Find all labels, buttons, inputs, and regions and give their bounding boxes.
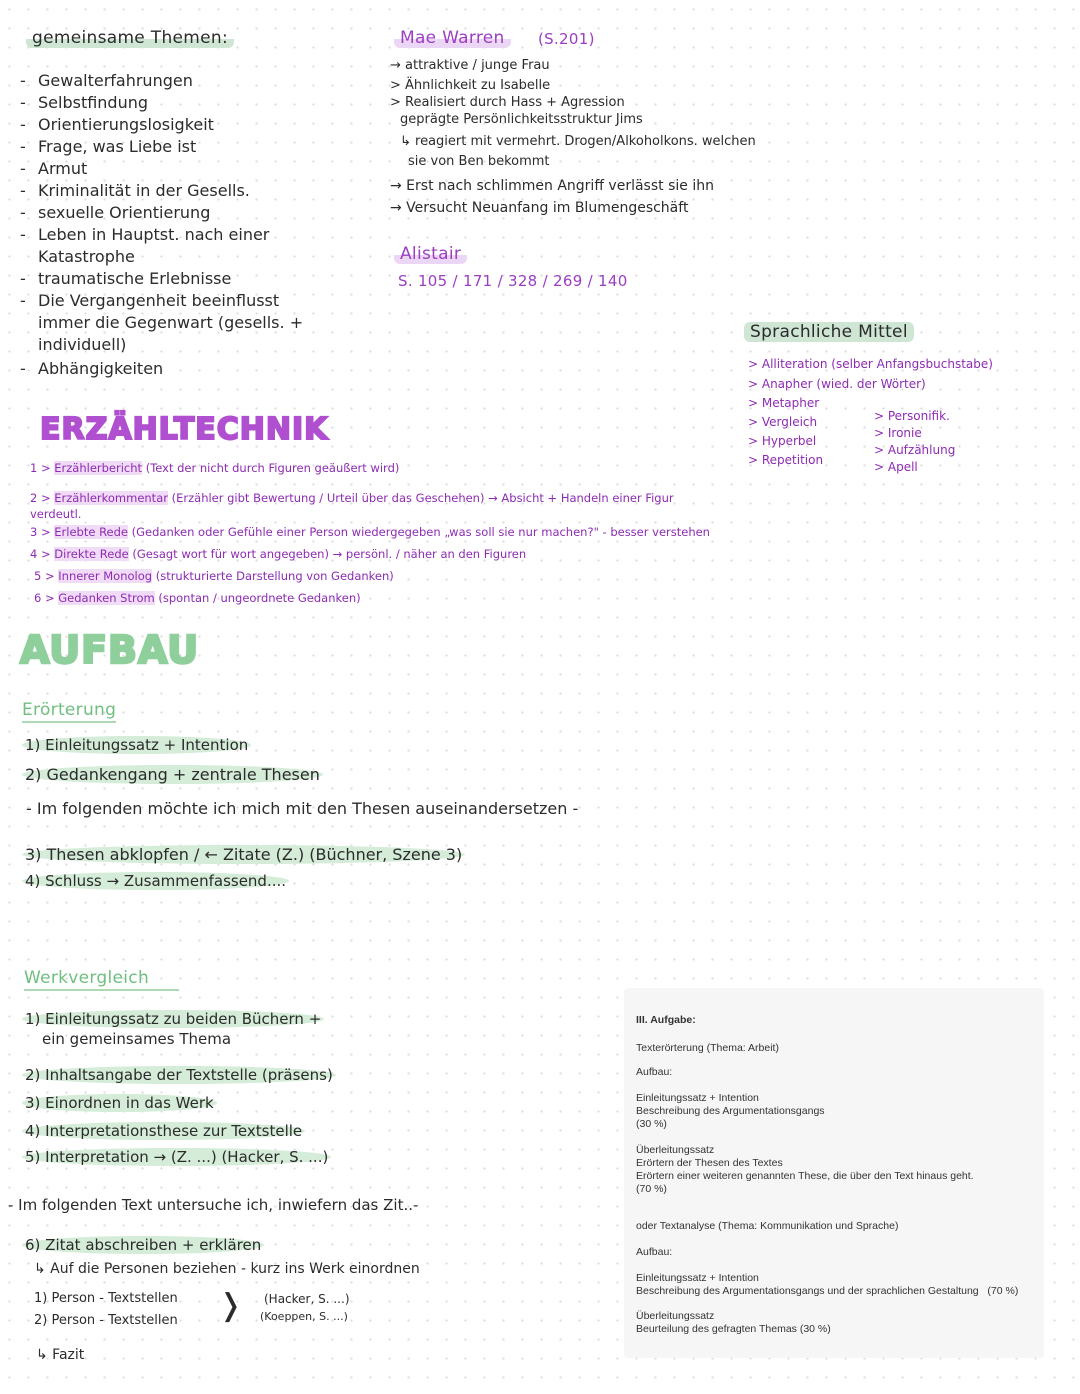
werkvergleich-step: 6) Zitat abschreiben + erklären bbox=[22, 1234, 264, 1256]
werkvergleich-source: (Koeppen, S. ...) bbox=[260, 1310, 348, 1323]
werkvergleich-step: 2) Inhaltsangabe der Textstelle (präsens) bbox=[22, 1064, 336, 1086]
werkvergleich-step: 4) Interpretationsthese zur Textstelle bbox=[22, 1120, 305, 1142]
mae-warren-line: > Ähnlichkeit zu Isabelle bbox=[390, 78, 551, 93]
technique-term: Erlebte Rede bbox=[54, 525, 128, 539]
mae-warren-line: → Versucht Neuanfang im Blumengeschäft bbox=[390, 200, 689, 216]
topic-item: - Selbstfindung bbox=[18, 92, 328, 114]
narrative-technique-item: 4 > Direkte Rede (Gesagt wort für wort angegeben) → persönl. / näher an den Figuren bbox=[30, 547, 527, 561]
stylistic-device: > Vergleich bbox=[748, 415, 818, 429]
stylistic-device: > Ironie bbox=[874, 426, 922, 440]
assignment-line: Beurteilung des gefragten Themas (30 %) bbox=[636, 1323, 831, 1335]
mae-warren-line: geprägte Persönlichkeitsstruktur Jims bbox=[400, 112, 643, 127]
narrative-technique-item: 2 > Erzählerkommentar (Erzähler gibt Bewertung / Urteil über das Geschehen) → Absicht + Handeln einer Figur verdeutl. bbox=[30, 491, 674, 521]
technique-desc: (Text der nicht durch Figuren geäußert wird) bbox=[145, 461, 400, 475]
assignment-line: Überleitungssatz bbox=[636, 1144, 715, 1156]
aufbau-title: AUFBAU bbox=[20, 628, 200, 672]
stylistic-device: > Anapher (wied. der Wörter) bbox=[748, 377, 926, 391]
common-topics-title: gemeinsame Themen: bbox=[26, 28, 234, 48]
assignment-heading: III. Aufgabe: bbox=[636, 1014, 696, 1026]
technique-term: Erzählerkommentar bbox=[54, 491, 168, 505]
technique-term: Direkte Rede bbox=[54, 547, 129, 561]
eroerterung-step: 4) Schluss → Zusammenfassend.... bbox=[22, 870, 289, 892]
narrative-technique-item: 6 > Gedanken Strom (spontan / ungeordnete Gedanken) bbox=[34, 591, 361, 605]
technique-desc: (Gesagt wort für wort angegeben) → persönl. / näher an den Figuren bbox=[132, 547, 527, 561]
assignment-option: oder Textanalyse (Thema: Kommunikation und Sprache) bbox=[636, 1220, 899, 1232]
assignment-line: Überleitungssatz bbox=[636, 1310, 715, 1322]
narrative-technique-item: 1 > Erzählerbericht (Text der nicht durch Figuren geäußert wird) bbox=[30, 461, 400, 475]
alistair-title: Alistair bbox=[394, 244, 467, 264]
mae-warren-page: (S.201) bbox=[538, 30, 595, 48]
assignment-aufbau-label: Aufbau: bbox=[636, 1066, 673, 1078]
technique-term: Gedanken Strom bbox=[58, 591, 155, 605]
stylistic-device: > Personifik. bbox=[874, 409, 950, 423]
topic-item: - Die Vergangenheit beeinflusst immer die Gegenwart (gesells. + individuell) bbox=[18, 290, 328, 356]
werkvergleich-fazit: ↳ Fazit bbox=[36, 1347, 85, 1363]
stylistic-device: > Hyperbel bbox=[748, 434, 817, 448]
assignment-line: (30 %) bbox=[636, 1118, 667, 1130]
technique-desc: (spontan / ungeordnete Gedanken) bbox=[158, 591, 361, 605]
mae-warren-line: → attraktive / junge Frau bbox=[390, 58, 550, 73]
narrative-technique-item: 5 > Innerer Monolog (strukturierte Darstellung von Gedanken) bbox=[34, 569, 394, 583]
stylistic-device: > Aufzählung bbox=[874, 443, 956, 457]
stylistic-device: > Alliteration (selber Anfangsbuchstabe) bbox=[748, 357, 993, 371]
assignment-line: Beschreibung des Argumentationsgangs bbox=[636, 1105, 825, 1117]
topic-item: - Kriminalität in der Gesells. bbox=[18, 180, 328, 202]
technique-term: Innerer Monolog bbox=[58, 569, 153, 583]
topic-item: - Frage, was Liebe ist bbox=[18, 136, 328, 158]
technique-desc: (strukturierte Darstellung von Gedanken) bbox=[155, 569, 394, 583]
assignment-line: Einleitungssatz + Intention bbox=[636, 1092, 759, 1104]
topic-item: - Abhängigkeiten bbox=[18, 358, 328, 380]
eroerterung-note: - Im folgenden möchte ich mich mit den Thesen auseinandersetzen - bbox=[26, 799, 579, 818]
eroerterung-step: 1) Einleitungssatz + Intention bbox=[22, 734, 251, 756]
narrative-technique-item: 3 > Erlebte Rede (Gedanken oder Gefühle einer Person wiedergegeben „was soll sie nur machen?" - besser verstehen bbox=[30, 525, 710, 539]
assignment-aufbau-label: Aufbau: bbox=[636, 1246, 673, 1258]
werkvergleich-step: 3) Einordnen in das Werk bbox=[22, 1092, 217, 1114]
sprachliche-mittel-title: Sprachliche Mittel bbox=[744, 322, 914, 342]
erzaehltechnik-title: ERZÄHLTECHNIK bbox=[40, 412, 329, 447]
mae-warren-line: ↳ reagiert mit vermehrt. Drogen/Alkoholkons. welchen bbox=[400, 134, 756, 149]
topic-item: - Gewalterfahrungen bbox=[18, 70, 328, 92]
topic-item: - Orientierungslosigkeit bbox=[18, 114, 328, 136]
werkvergleich-step: 1) Einleitungssatz zu beiden Büchern + bbox=[22, 1008, 324, 1030]
werkvergleich-source: (Hacker, S. ...) bbox=[264, 1292, 350, 1306]
eroerterung-step: 3) Thesen abklopfen / ← Zitate (Z.) (Büchner, Szene 3) bbox=[22, 844, 465, 866]
werkvergleich-step: 5) Interpretation → (Z. ...) (Hacker, S. ...) bbox=[22, 1146, 331, 1168]
stylistic-device: > Metapher bbox=[748, 396, 820, 410]
stylistic-device: > Apell bbox=[874, 460, 918, 474]
werkvergleich-title: Werkvergleich bbox=[24, 968, 179, 991]
assignment-line: Einleitungssatz + Intention bbox=[636, 1272, 759, 1284]
mae-warren-line: sie von Ben bekommt bbox=[408, 154, 550, 169]
topic-item: - Leben in Hauptst. nach einer Katastrophe bbox=[18, 224, 328, 268]
assignment-option: Texterörterung (Thema: Arbeit) bbox=[636, 1042, 779, 1054]
topic-item: - traumatische Erlebnisse bbox=[18, 268, 328, 290]
eroerterung-title: Erörterung bbox=[22, 700, 116, 723]
technique-term: Erzählerbericht bbox=[54, 461, 143, 475]
werkvergleich-person: 1) Person - Textstellen bbox=[34, 1291, 178, 1306]
printed-assignment-box bbox=[624, 988, 1044, 1358]
werkvergleich-substep: ↳ Auf die Personen beziehen - kurz ins Werk einordnen bbox=[34, 1261, 420, 1277]
stylistic-device: > Repetition bbox=[748, 453, 824, 467]
assignment-line: Erörtern einer weiteren genannten These, die über den Text hinaus geht. bbox=[636, 1170, 974, 1182]
eroerterung-step: 2) Gedankengang + zentrale Thesen bbox=[22, 764, 323, 786]
assignment-line: Beschreibung des Argumentationsgangs und der sprachlichen Gestaltung (70 %) bbox=[636, 1285, 1019, 1297]
werkvergleich-step-cont: ein gemeinsames Thema bbox=[42, 1030, 232, 1048]
mae-warren-line: > Realisiert durch Hass + Agression bbox=[390, 95, 625, 110]
brace-icon: ❭ bbox=[218, 1288, 244, 1323]
werkvergleich-note: - Im folgenden Text untersuche ich, inwiefern das Zit..- bbox=[8, 1196, 419, 1214]
stylistic-devices-col1 bbox=[748, 354, 993, 470]
werkvergleich-person: 2) Person - Textstellen bbox=[34, 1313, 178, 1328]
topic-item: - Armut bbox=[18, 158, 328, 180]
technique-desc: (Gedanken oder Gefühle einer Person wiedergegeben „was soll sie nur machen?" - besser verstehen bbox=[131, 525, 710, 539]
assignment-line: (70 %) bbox=[636, 1183, 667, 1195]
topic-item: - sexuelle Orientierung bbox=[18, 202, 328, 224]
common-topics-list bbox=[18, 70, 328, 380]
alistair-pages: S. 105 / 171 / 328 / 269 / 140 bbox=[398, 272, 628, 290]
mae-warren-line: → Erst nach schlimmen Angriff verlässt sie ihn bbox=[390, 178, 714, 194]
assignment-line: Erörtern der Thesen des Textes bbox=[636, 1157, 783, 1169]
technique-desc: (Erzähler gibt Bewertung / Urteil über das Geschehen) → Absicht + Handeln einer Figur verdeutl. bbox=[30, 491, 674, 521]
stylistic-devices-col2 bbox=[874, 408, 955, 476]
mae-warren-title: Mae Warren bbox=[394, 28, 511, 48]
